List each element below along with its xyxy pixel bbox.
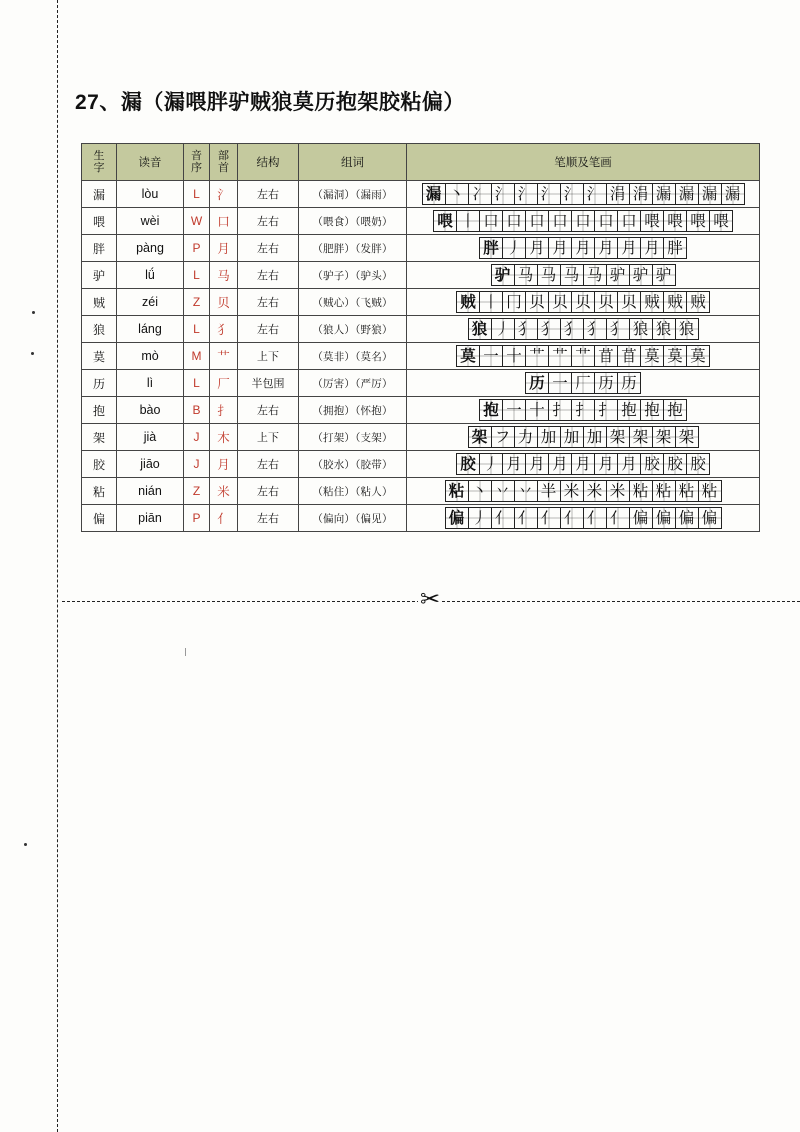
pinyin-cell: piān — [117, 505, 184, 532]
stroke-step: 力 — [515, 427, 538, 447]
stroke-step: 月 — [526, 238, 549, 258]
table-header-row — [82, 144, 760, 181]
char-cell: 贼 — [82, 289, 117, 316]
stroke-step: 贝 — [526, 292, 549, 312]
stroke-main-char: 喂 — [434, 211, 457, 231]
lesson-title-text: 漏（漏喂胖驴贼狼莫历抱架胶粘偏） — [120, 90, 465, 114]
char-cell: 胖 — [82, 235, 117, 262]
stroke-step: 亻 — [584, 508, 607, 528]
stroke-step: 历 — [595, 373, 618, 393]
stroke-main-char: 驴 — [492, 265, 515, 285]
stroke-step: 架 — [607, 427, 630, 447]
stroke-step: 粘 — [630, 481, 653, 501]
radical-cell: 厂 — [210, 370, 238, 397]
stroke-step: 莫 — [664, 346, 687, 366]
stroke-step: 漏 — [722, 184, 744, 204]
stroke-step: 月 — [526, 454, 549, 474]
table-row — [82, 235, 760, 262]
stroke-main-char: 胶 — [457, 454, 480, 474]
table-row — [82, 289, 760, 316]
stroke-step: 氵 — [515, 184, 538, 204]
stroke-step: 艹 — [526, 346, 549, 366]
scan-speck — [32, 311, 35, 314]
stroke-step: 厂 — [572, 373, 595, 393]
header-strokes: 笔顺及笔画 — [407, 144, 760, 181]
char-cell: 狼 — [82, 316, 117, 343]
table-row — [82, 208, 760, 235]
stroke-step: 苜 — [595, 346, 618, 366]
radical-cell: 口 — [210, 208, 238, 235]
word-examples-cell: （贼心）（飞贼） — [299, 289, 407, 316]
pinyin-cell: jià — [117, 424, 184, 451]
stroke-step: 口 — [572, 211, 595, 231]
binding-dashed-line — [57, 0, 58, 1132]
stroke-step: 贼 — [641, 292, 664, 312]
stroke-step: 贼 — [687, 292, 709, 312]
initial-letter-cell: Z — [184, 289, 210, 316]
header-structure: 结构 — [238, 144, 299, 181]
table-row — [82, 316, 760, 343]
stroke-step: 犭 — [607, 319, 630, 339]
pinyin-cell: lǘ — [117, 262, 184, 289]
stroke-step: 加 — [538, 427, 561, 447]
stroke-order-cell — [407, 370, 760, 397]
word-examples-cell: （厉害）（严厉） — [299, 370, 407, 397]
char-cell: 胶 — [82, 451, 117, 478]
radical-cell: 马 — [210, 262, 238, 289]
char-cell: 驴 — [82, 262, 117, 289]
char-cell: 偏 — [82, 505, 117, 532]
stroke-order-cell — [407, 262, 760, 289]
stroke-step: 贝 — [595, 292, 618, 312]
table-row — [82, 343, 760, 370]
stroke-step: 粘 — [653, 481, 676, 501]
structure-cell: 左右 — [238, 397, 299, 424]
initial-letter-cell: L — [184, 370, 210, 397]
stroke-step: 胶 — [641, 454, 664, 474]
radical-cell: 米 — [210, 478, 238, 505]
stroke-order-cell — [407, 289, 760, 316]
stroke-step: 贝 — [618, 292, 641, 312]
stroke-step: 艹 — [572, 346, 595, 366]
stroke-step: フ — [492, 427, 515, 447]
stroke-step: 口 — [618, 211, 641, 231]
lesson-title — [75, 86, 465, 116]
word-examples-cell: （粘住）（粘人） — [299, 478, 407, 505]
structure-cell: 左右 — [238, 316, 299, 343]
pinyin-cell: nián — [117, 478, 184, 505]
stroke-step: 米 — [584, 481, 607, 501]
stroke-main-char: 粘 — [446, 481, 469, 501]
initial-letter-cell: P — [184, 235, 210, 262]
char-cell: 莫 — [82, 343, 117, 370]
pinyin-cell: wèi — [117, 208, 184, 235]
stroke-step: 莫 — [687, 346, 709, 366]
stroke-step: 半 — [538, 481, 561, 501]
stroke-step: 胶 — [687, 454, 709, 474]
radical-cell: 月 — [210, 451, 238, 478]
word-examples-cell: （打架）（支架） — [299, 424, 407, 451]
initial-letter-cell: P — [184, 505, 210, 532]
stroke-step: 氵 — [584, 184, 607, 204]
stroke-main-char: 偏 — [446, 508, 469, 528]
radical-cell: 艹 — [210, 343, 238, 370]
structure-cell: 左右 — [238, 181, 299, 208]
word-examples-cell: （驴子）（驴头） — [299, 262, 407, 289]
stroke-box-strip — [479, 237, 687, 259]
character-table — [81, 143, 760, 532]
stroke-step: 狼 — [653, 319, 676, 339]
table-row — [82, 505, 760, 532]
initial-letter-cell: J — [184, 424, 210, 451]
table-row — [82, 424, 760, 451]
header-letter: 音 序 — [184, 144, 210, 181]
stroke-step: 马 — [561, 265, 584, 285]
stroke-step: 月 — [572, 454, 595, 474]
stroke-order-cell — [407, 505, 760, 532]
stroke-step: 马 — [584, 265, 607, 285]
stroke-order-cell — [407, 343, 760, 370]
stroke-step: 莫 — [641, 346, 664, 366]
stroke-step: 米 — [561, 481, 584, 501]
stroke-step: 贼 — [664, 292, 687, 312]
stroke-box-strip — [456, 291, 710, 313]
stroke-step: 狼 — [630, 319, 653, 339]
stroke-step: 狼 — [676, 319, 698, 339]
stroke-step: 氵 — [561, 184, 584, 204]
stroke-step: 犭 — [584, 319, 607, 339]
stroke-step: 苜 — [618, 346, 641, 366]
radical-cell: 贝 — [210, 289, 238, 316]
stroke-step: 一 — [480, 346, 503, 366]
structure-cell: 半包围 — [238, 370, 299, 397]
stroke-step: 架 — [676, 427, 698, 447]
scan-speck — [31, 352, 34, 355]
radical-cell: 月 — [210, 235, 238, 262]
header-pinyin: 读音 — [117, 144, 184, 181]
initial-letter-cell: L — [184, 316, 210, 343]
table-row — [82, 478, 760, 505]
stroke-step: 十 — [503, 346, 526, 366]
word-examples-cell: （肥胖）（发胖） — [299, 235, 407, 262]
stroke-box-strip — [456, 345, 710, 367]
stroke-step: 粘 — [699, 481, 721, 501]
stroke-order-cell — [407, 397, 760, 424]
pinyin-cell: lì — [117, 370, 184, 397]
structure-cell: 左右 — [238, 235, 299, 262]
stroke-step: 氵 — [538, 184, 561, 204]
stroke-order-cell — [407, 478, 760, 505]
char-cell: 历 — [82, 370, 117, 397]
stroke-step: 胶 — [664, 454, 687, 474]
stroke-step: 偏 — [676, 508, 699, 528]
stroke-step: 马 — [515, 265, 538, 285]
structure-cell: 上下 — [238, 343, 299, 370]
stroke-box-strip — [433, 210, 733, 232]
stroke-step: 喂 — [641, 211, 664, 231]
stroke-step: 口 — [480, 211, 503, 231]
stroke-step: 冫 — [469, 184, 492, 204]
word-examples-cell: （胶水）（胶带） — [299, 451, 407, 478]
pinyin-cell: zéi — [117, 289, 184, 316]
stroke-step: 亻 — [561, 508, 584, 528]
stroke-step: 架 — [630, 427, 653, 447]
stroke-step: 抱 — [618, 400, 641, 420]
stroke-step: 扌 — [572, 400, 595, 420]
stroke-step: 驴 — [630, 265, 653, 285]
stroke-main-char: 贼 — [457, 292, 480, 312]
stroke-step: 亻 — [515, 508, 538, 528]
stroke-main-char: 狼 — [469, 319, 492, 339]
scan-speck — [24, 843, 27, 846]
stroke-step: 喂 — [687, 211, 710, 231]
stroke-step: 月 — [503, 454, 526, 474]
stroke-step: 扌 — [549, 400, 572, 420]
stroke-box-strip — [456, 453, 710, 475]
stroke-step: 偏 — [653, 508, 676, 528]
header-char: 生 字 — [82, 144, 117, 181]
stroke-box-strip — [468, 426, 699, 448]
radical-cell: 扌 — [210, 397, 238, 424]
stroke-step: 漏 — [653, 184, 676, 204]
stroke-main-char: 抱 — [480, 400, 503, 420]
pinyin-cell: lòu — [117, 181, 184, 208]
initial-letter-cell: B — [184, 397, 210, 424]
char-cell: 喂 — [82, 208, 117, 235]
stroke-step: 月 — [595, 238, 618, 258]
stroke-step: 米 — [607, 481, 630, 501]
word-examples-cell: （漏洞）（漏雨） — [299, 181, 407, 208]
table-row — [82, 451, 760, 478]
stroke-main-char: 历 — [526, 373, 549, 393]
stroke-box-strip — [479, 399, 687, 421]
stroke-step: 月 — [549, 454, 572, 474]
stroke-step: 马 — [538, 265, 561, 285]
stroke-step: 月 — [595, 454, 618, 474]
stroke-main-char: 莫 — [457, 346, 480, 366]
pinyin-cell: bào — [117, 397, 184, 424]
table-row — [82, 181, 760, 208]
stroke-step: 口 — [526, 211, 549, 231]
structure-cell: 左右 — [238, 505, 299, 532]
char-cell: 漏 — [82, 181, 117, 208]
stroke-step: 加 — [561, 427, 584, 447]
stroke-step: 丶 — [446, 184, 469, 204]
stroke-step: 偏 — [699, 508, 721, 528]
stroke-order-cell — [407, 208, 760, 235]
radical-cell: 亻 — [210, 505, 238, 532]
stroke-step: 架 — [653, 427, 676, 447]
stroke-step: 一 — [549, 373, 572, 393]
structure-cell: 左右 — [238, 262, 299, 289]
stroke-step: 丨 — [457, 211, 480, 231]
stroke-step: 涓 — [607, 184, 630, 204]
char-cell: 抱 — [82, 397, 117, 424]
radical-cell: 犭 — [210, 316, 238, 343]
stroke-order-cell — [407, 235, 760, 262]
stroke-step: 犭 — [515, 319, 538, 339]
initial-letter-cell: M — [184, 343, 210, 370]
stroke-step: 丿 — [503, 238, 526, 258]
stroke-step: 贝 — [572, 292, 595, 312]
stroke-step: 月 — [618, 454, 641, 474]
stroke-step: 冂 — [503, 292, 526, 312]
stroke-main-char: 漏 — [423, 184, 446, 204]
stroke-step: 亻 — [607, 508, 630, 528]
stroke-step: 涓 — [630, 184, 653, 204]
structure-cell: 左右 — [238, 208, 299, 235]
stroke-step: 犭 — [561, 319, 584, 339]
stroke-step: 月 — [549, 238, 572, 258]
stroke-step: 亻 — [492, 508, 515, 528]
structure-cell: 左右 — [238, 451, 299, 478]
stroke-step: 口 — [549, 211, 572, 231]
stroke-step: 一 — [503, 400, 526, 420]
table-row — [82, 370, 760, 397]
stroke-step: 喂 — [710, 211, 732, 231]
stroke-step: 喂 — [664, 211, 687, 231]
stroke-step: 丨 — [480, 292, 503, 312]
initial-letter-cell: J — [184, 451, 210, 478]
structure-cell: 上下 — [238, 424, 299, 451]
word-examples-cell: （喂食）（喂奶） — [299, 208, 407, 235]
word-examples-cell: （拥抱）（怀抱） — [299, 397, 407, 424]
word-examples-cell: （狼人）（野狼） — [299, 316, 407, 343]
char-cell: 架 — [82, 424, 117, 451]
stroke-step: 偏 — [630, 508, 653, 528]
stroke-box-strip — [491, 264, 676, 286]
table-row — [82, 262, 760, 289]
stroke-step: 丿 — [469, 508, 492, 528]
stroke-step: 氵 — [492, 184, 515, 204]
header-radical: 部 首 — [210, 144, 238, 181]
stroke-step: 抱 — [641, 400, 664, 420]
stroke-main-char: 胖 — [480, 238, 503, 258]
structure-cell: 左右 — [238, 289, 299, 316]
pinyin-cell: láng — [117, 316, 184, 343]
initial-letter-cell: Z — [184, 478, 210, 505]
stroke-step: 粘 — [676, 481, 699, 501]
stroke-step: 加 — [584, 427, 607, 447]
stroke-box-strip — [468, 318, 699, 340]
stroke-step: 口 — [595, 211, 618, 231]
stroke-order-cell — [407, 316, 760, 343]
stroke-step: 漏 — [699, 184, 722, 204]
stroke-step: 漏 — [676, 184, 699, 204]
char-cell: 粘 — [82, 478, 117, 505]
radical-cell: 木 — [210, 424, 238, 451]
stroke-step: 驴 — [607, 265, 630, 285]
stroke-step: 亻 — [538, 508, 561, 528]
initial-letter-cell: L — [184, 181, 210, 208]
word-examples-cell: （偏向）（偏见） — [299, 505, 407, 532]
stroke-step: 胖 — [664, 238, 686, 258]
word-examples-cell: （莫非）（莫名） — [299, 343, 407, 370]
stroke-step: 月 — [572, 238, 595, 258]
stroke-step: 抱 — [664, 400, 686, 420]
stroke-step: 历 — [618, 373, 640, 393]
stroke-box-strip — [445, 480, 722, 502]
pinyin-cell: pàng — [117, 235, 184, 262]
stroke-step: 月 — [641, 238, 664, 258]
lesson-number: 27、 — [75, 91, 121, 114]
stroke-box-strip — [525, 372, 641, 394]
stroke-step: 丶 — [469, 481, 492, 501]
stroke-step: 口 — [503, 211, 526, 231]
stroke-step: 月 — [618, 238, 641, 258]
scissors-icon: ✂ — [420, 585, 441, 613]
radical-cell: 氵 — [210, 181, 238, 208]
table-row — [82, 397, 760, 424]
stroke-step: 丷 — [492, 481, 515, 501]
stroke-step: 贝 — [549, 292, 572, 312]
stroke-order-cell — [407, 424, 760, 451]
stroke-step: 犭 — [538, 319, 561, 339]
stroke-step: 扌 — [595, 400, 618, 420]
stroke-order-cell — [407, 181, 760, 208]
stroke-step: 十 — [526, 400, 549, 420]
stroke-step: 丿 — [480, 454, 503, 474]
initial-letter-cell: L — [184, 262, 210, 289]
stroke-step: 艹 — [549, 346, 572, 366]
stroke-order-cell — [407, 451, 760, 478]
structure-cell: 左右 — [238, 478, 299, 505]
pinyin-cell: jiāo — [117, 451, 184, 478]
stroke-step: 驴 — [653, 265, 675, 285]
stroke-box-strip — [445, 507, 722, 529]
scan-mark — [185, 648, 186, 656]
stroke-main-char: 架 — [469, 427, 492, 447]
stroke-step: 丿 — [492, 319, 515, 339]
stroke-box-strip — [422, 183, 745, 205]
stroke-step: 丷 — [515, 481, 538, 501]
header-words: 组词 — [299, 144, 407, 181]
pinyin-cell: mò — [117, 343, 184, 370]
initial-letter-cell: W — [184, 208, 210, 235]
